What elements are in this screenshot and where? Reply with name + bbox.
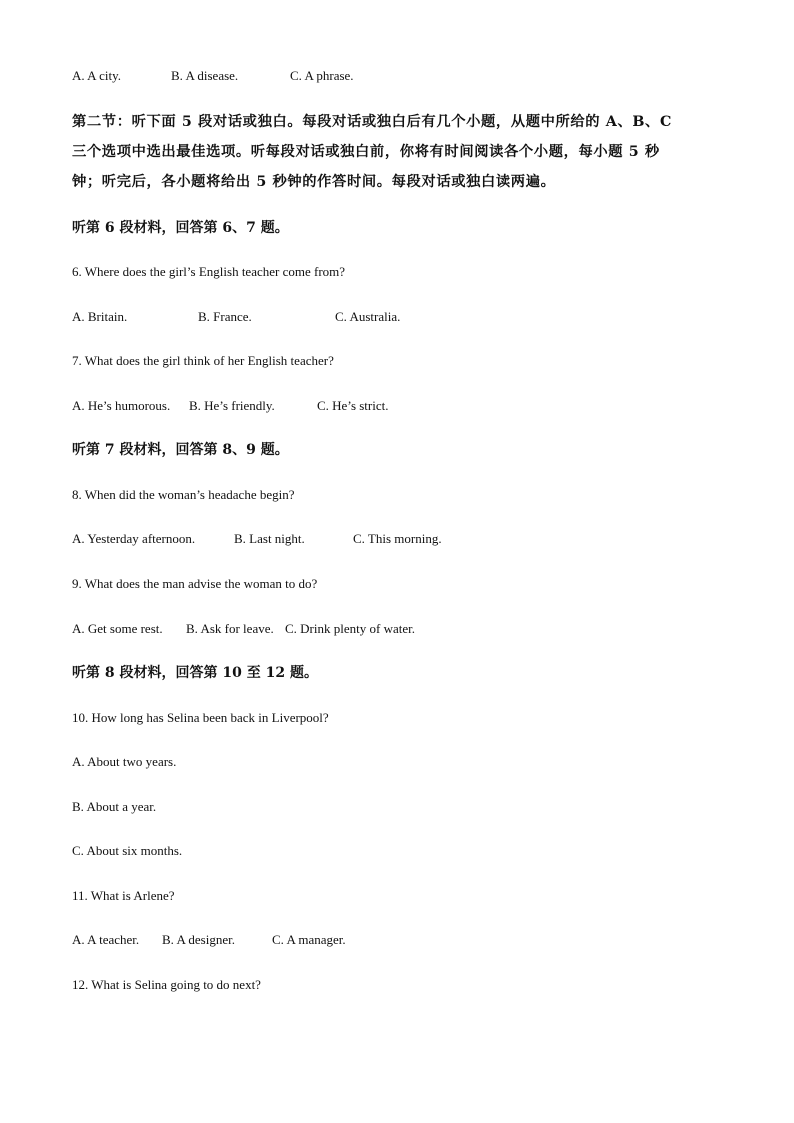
q7-question: 7. What does the girl think of her English teacher? [72,353,334,368]
q8-option-c: C. This morning. [353,531,442,546]
q11-option-b: B. A designer. [162,932,235,947]
material7-heading: 听第 7 段材料，回答第 8、9 题。 [72,442,289,458]
section2-line2: 三个选项中选出最佳选项。听每段对话或独白前，你将有时间阅读各个小题，每小题 5 秒 [72,144,660,160]
q9-question: 9. What does the man advise the woman to do? [72,576,318,591]
q5-option-c: C. A phrase. [290,68,354,83]
section2-line3: 钟；听完后，各小题将给出 5 秒钟的作答时间。每段对话或独白读两遍。 [72,174,556,190]
section2-line1: 第二节：听下面 5 段对话或独白。每段对话或独白后有几个小题，从题中所给的 A、B、C [72,114,672,130]
q8-option-a: A. Yesterday afternoon. [72,531,196,546]
q10-option-b: B. About a year. [72,799,157,814]
q10-option-a: A. About two years. [72,754,177,769]
material6-heading: 听第 6 段材料，回答第 6、7 题。 [72,220,289,236]
q6-option-b: B. France. [198,309,252,324]
q9-option-c: C. Drink plenty of water. [285,621,415,636]
q8-option-b: B. Last night. [234,531,305,546]
q5-option-b: B. A disease. [171,68,239,83]
q10-question: 10. How long has Selina been back in Liverpool? [72,710,329,725]
q11-option-a: A. A teacher. [72,932,140,947]
q6-option-a: A. Britain. [72,309,128,324]
q11-question: 11. What is Arlene? [72,888,175,903]
q7-option-c: C. He’s strict. [317,398,389,413]
material8-heading: 听第 8 段材料，回答第 10 至 12 题。 [72,665,318,681]
q5-option-a: A. A city. [72,68,121,83]
q9-option-a: A. Get some rest. [72,621,163,636]
q6-option-c: C. Australia. [335,309,401,324]
q9-option-b: B. Ask for leave. [186,621,274,636]
q10-option-c: C. About six months. [72,843,183,858]
q6-question: 6. Where does the girl’s English teacher come from? [72,264,346,279]
q12-question: 12. What is Selina going to do next? [72,977,261,992]
q7-option-b: B. He’s friendly. [189,398,275,413]
q7-option-a: A. He’s humorous. [72,398,171,413]
q11-option-c: C. A manager. [272,932,346,947]
q8-question: 8. When did the woman’s headache begin? [72,487,295,502]
